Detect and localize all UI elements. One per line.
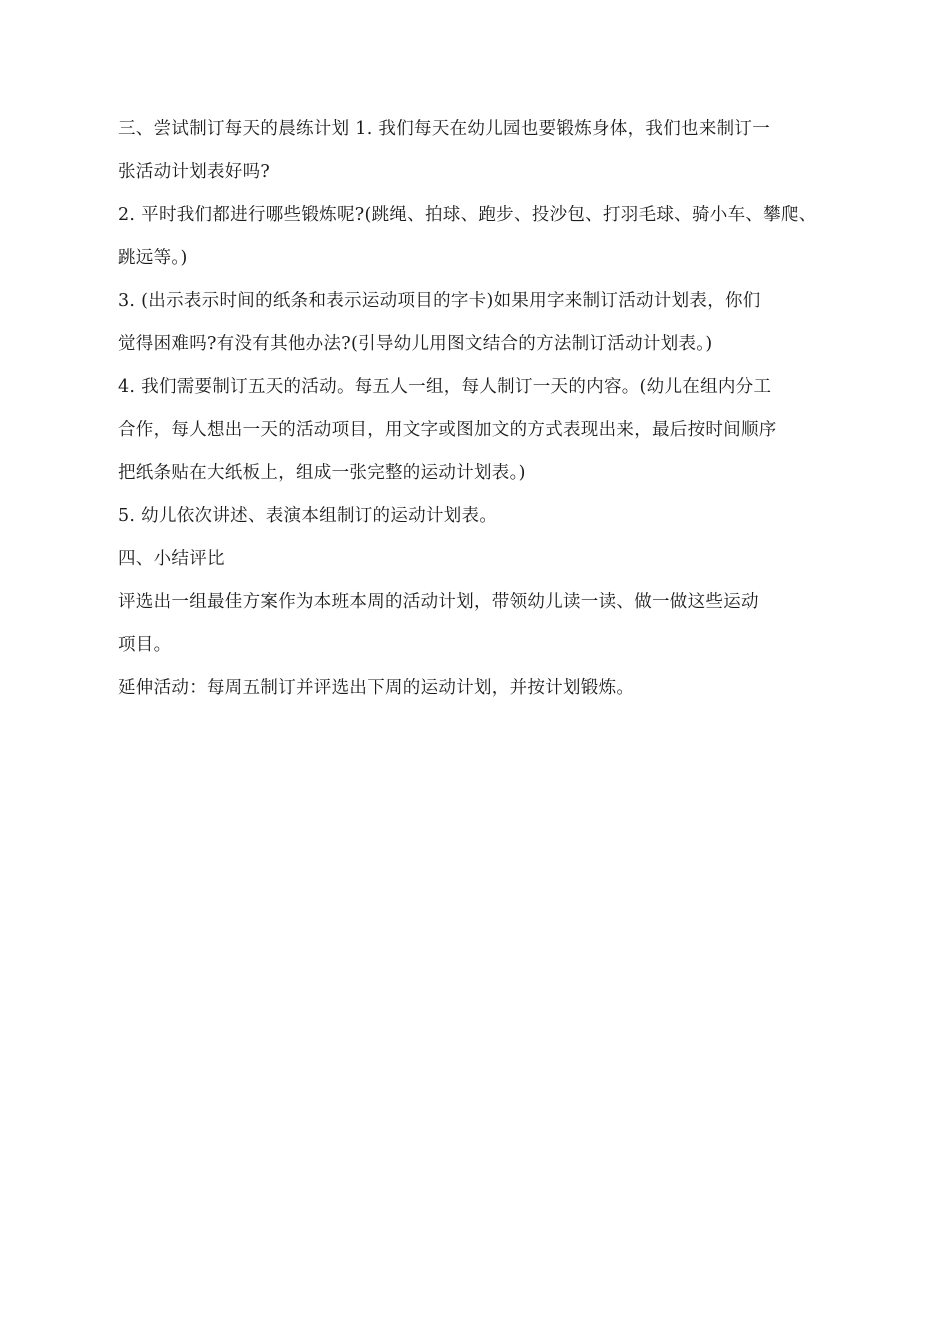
text-line-1: 三、尝试制订每天的晨练计划 1. 我们每天在幼儿园也要锻炼身体，我们也来制订一	[118, 119, 771, 139]
text-line-14: 延伸活动：每周五制订并评选出下周的运动计划，并按计划锻炼。	[118, 678, 635, 698]
text-line-4: 跳远等。)	[118, 248, 188, 268]
text-line-12: 评选出一组最佳方案作为本班本周的活动计划，带领幼儿读一读、做一做这些运动	[118, 592, 759, 612]
text-line-3: 2. 平时我们都进行哪些锻炼呢?(跳绳、拍球、跑步、投沙包、打羽毛球、骑小车、攀爬、	[118, 205, 817, 225]
document-body	[118, 108, 853, 710]
text-line-8: 合作，每人想出一天的活动项目，用文字或图加文的方式表现出来，最后按时间顺序	[118, 420, 777, 440]
text-line-9: 把纸条贴在大纸板上，组成一张完整的运动计划表。)	[118, 463, 526, 483]
section-heading: 四、小结评比	[118, 549, 225, 569]
text-line-7: 4. 我们需要制订五天的活动。每五人一组，每人制订一天的内容。(幼儿在组内分工	[118, 377, 772, 397]
text-line-13: 项目。	[118, 635, 172, 655]
text-line-6: 觉得困难吗?有没有其他办法?(引导幼儿用图文结合的方法制订活动计划表。)	[118, 334, 713, 354]
text-line-5: 3. (出示表示时间的纸条和表示运动项目的字卡)如果用字来制订活动计划表，你们	[118, 291, 761, 311]
text-line-10: 5. 幼儿依次讲述、表演本组制订的运动计划表。	[118, 506, 498, 526]
text-line-2: 张活动计划表好吗?	[118, 162, 271, 182]
